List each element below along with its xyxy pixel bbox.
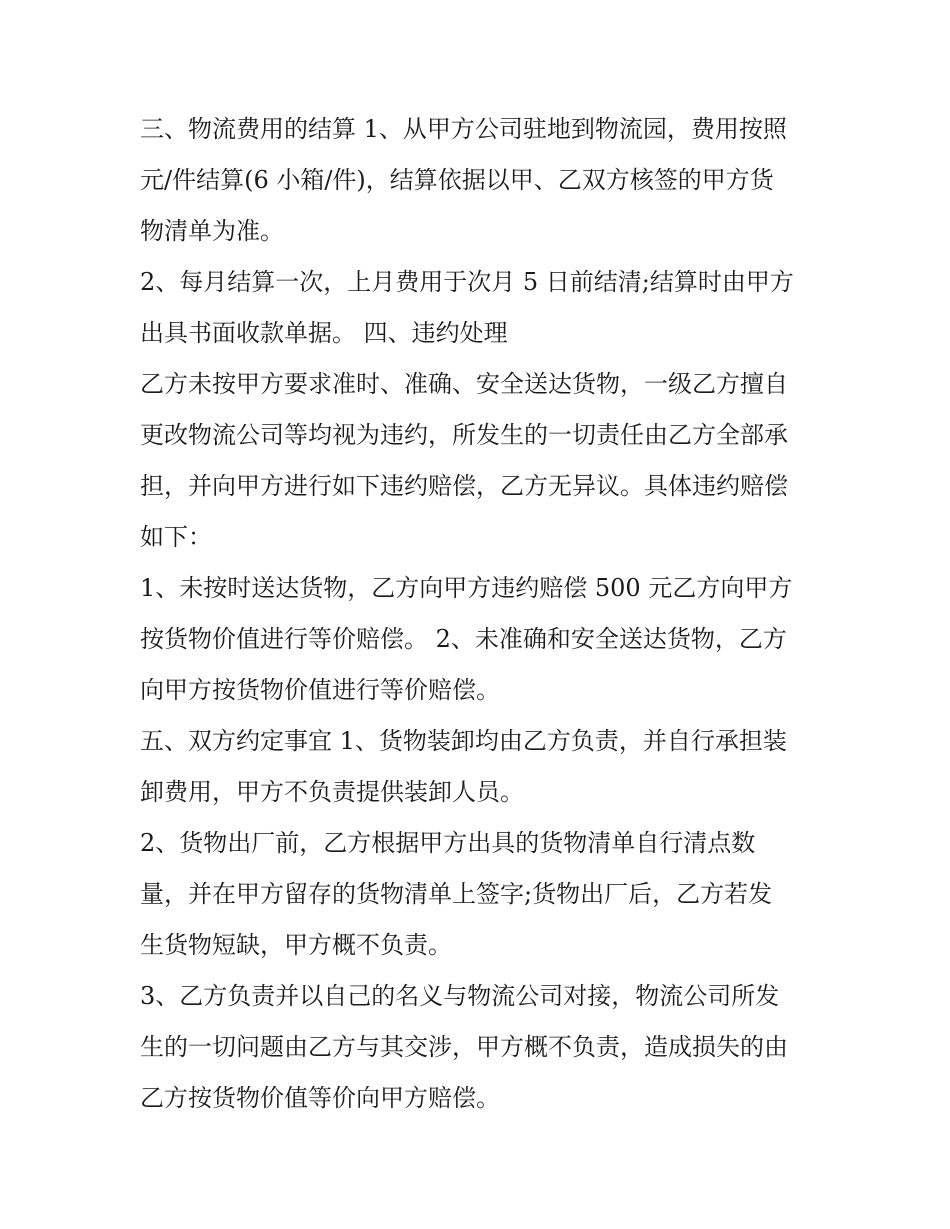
text-line: 出具书面收款单据。 四、违约处理 (140, 319, 508, 347)
document-body (140, 104, 820, 1124)
text-line: 2、每月结算一次，上月费用于次月 5 日前结清;结算时由甲方 (140, 268, 794, 296)
text-line: 生的一切问题由乙方与其交涉，甲方概不负责，造成损失的由 (140, 1033, 788, 1061)
text-line: 2、货物出厂前，乙方根据甲方出具的货物清单自行清点数 (140, 829, 756, 857)
text-line: 元/件结算(6 小箱/件)，结算依据以甲、乙双方核签的甲方货 (140, 166, 774, 194)
text-line: 乙方未按甲方要求准时、准确、安全送达货物，一级乙方擅自 (140, 370, 788, 398)
text-line: 五、双方约定事宜 1、货物装卸均由乙方负责，并自行承担装 (140, 727, 787, 755)
text-line: 1、未按时送达货物，乙方向甲方违约赔偿 500 元乙方向甲方 (140, 574, 793, 602)
text-line: 三、物流费用的结算 1、从甲方公司驻地到物流园，费用按照 (140, 115, 787, 143)
text-line: 如下： (140, 523, 212, 551)
text-line: 按货物价值进行等价赔偿。 2、未准确和安全送达货物，乙方 (140, 625, 787, 653)
text-line: 量，并在甲方留存的货物清单上签字;货物出厂后，乙方若发 (140, 880, 773, 908)
text-line: 物清单为准。 (140, 217, 284, 245)
text-line: 向甲方按货物价值进行等价赔偿。 (140, 676, 500, 704)
text-line: 担，并向甲方进行如下违约赔偿，乙方无异议。具体违约赔偿 (140, 472, 788, 500)
text-line: 3、乙方负责并以自己的名义与物流公司对接，物流公司所发 (140, 982, 780, 1010)
text-line: 更改物流公司等均视为违约，所发生的一切责任由乙方全部承 (140, 421, 788, 449)
text-line: 卸费用，甲方不负责提供装卸人员。 (140, 778, 524, 806)
text-line: 生货物短缺，甲方概不负责。 (140, 931, 452, 959)
text-line: 乙方按货物价值等价向甲方赔偿。 (140, 1084, 500, 1112)
